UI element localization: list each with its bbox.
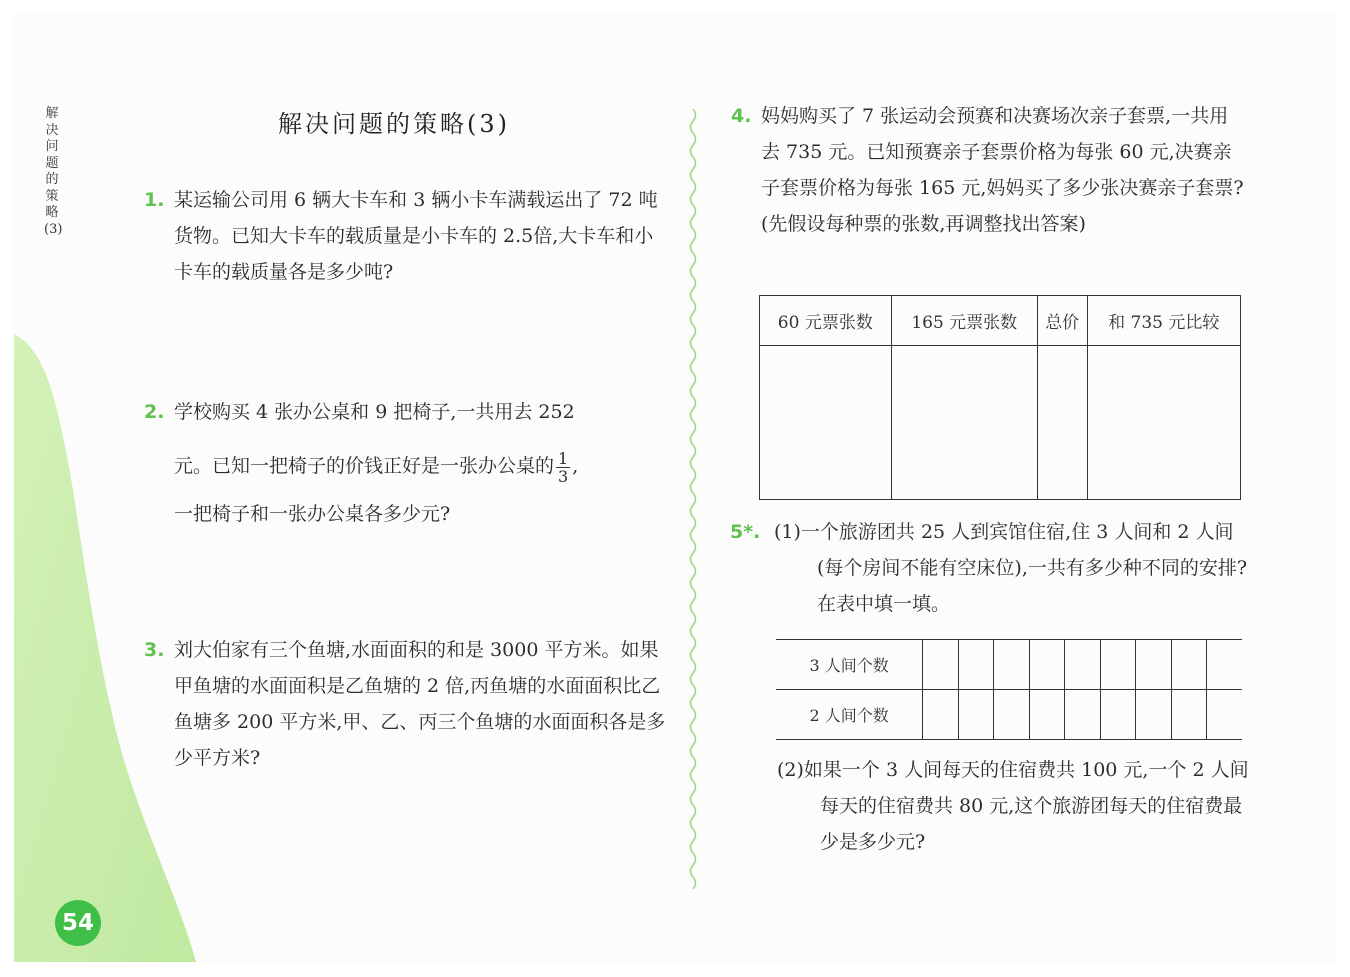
answer-cell[interactable]	[1100, 640, 1136, 690]
answer-cell[interactable]	[1065, 690, 1101, 740]
answer-cell[interactable]	[1037, 346, 1087, 500]
answer-cell[interactable]	[1171, 640, 1207, 690]
question-line-text: ,	[572, 455, 579, 477]
answer-cell[interactable]	[994, 640, 1030, 690]
question-number: 3.	[144, 639, 165, 661]
table-row	[776, 640, 1242, 690]
fraction-numerator: 1	[558, 448, 569, 468]
answer-cell[interactable]	[891, 346, 1037, 500]
answer-cell[interactable]	[1171, 690, 1207, 740]
question-number: 4.	[731, 105, 752, 127]
page-number-badge: 54	[55, 900, 101, 946]
answer-cell[interactable]	[1029, 690, 1065, 740]
table-header-cell: 和 735 元比较	[1087, 296, 1240, 346]
answer-cell[interactable]	[958, 640, 994, 690]
question-text: 刘大伯家有三个鱼塘,水面面积的和是 3000 平方米。如果甲鱼塘的水面面积是乙鱼塘的 2 倍,丙鱼塘的水面面积比乙鱼塘多 200 平方米,甲、乙、丙三个鱼塘的水面面积各是多少平方米?	[174, 639, 666, 769]
question-text: 某运输公司用 6 辆大卡车和 3 辆小卡车满载运出了 72 吨货物。已知大卡车的载质量是小卡车的 2.5倍,大卡车和小卡车的载质量各是多少吨?	[174, 189, 658, 283]
answer-cell[interactable]	[1207, 640, 1242, 690]
question-text: 妈妈购买了 7 张运动会预赛和决赛场次亲子套票,一共用去 735 元。已知预赛亲子套票价格为每张 60 元,决赛亲子套票价格为每张 165 元,妈妈买了多少张决赛亲子套票?(先假设每种票的张数,再调整找出答案)	[761, 105, 1244, 235]
question-part-2: (2)如果一个 3 人间每天的住宿费共 100 元,一个 2 人间每天的住宿费共 80 元,这个旅游团每天的住宿费最少是多少元?	[777, 759, 1249, 853]
table-header-cell: 165 元票张数	[891, 296, 1037, 346]
fraction-denominator: 3	[558, 466, 569, 486]
answer-cell[interactable]	[1087, 346, 1240, 500]
table-header-cell: 总价	[1037, 296, 1087, 346]
answer-cell[interactable]	[1100, 690, 1136, 740]
table-header-cell: 60 元票张数	[760, 296, 892, 346]
row-label: 2 人间个数	[776, 690, 923, 740]
question-3	[144, 632, 666, 776]
answer-cell[interactable]	[1065, 640, 1101, 690]
question-4	[731, 98, 1246, 242]
fraction	[556, 450, 570, 485]
page-title: 解决问题的策略(3)	[278, 110, 510, 138]
answer-cell[interactable]	[994, 690, 1030, 740]
wavy-divider	[686, 109, 700, 889]
question-line	[174, 442, 674, 490]
table-row	[776, 690, 1242, 740]
answer-cell[interactable]	[923, 690, 959, 740]
question-5-part-2	[777, 752, 1249, 860]
answer-cell[interactable]	[1136, 640, 1172, 690]
question-2	[144, 394, 674, 538]
table-header-row	[760, 296, 1241, 346]
room-table	[776, 639, 1242, 740]
side-chapter-title: 解决问题的策略(3)	[44, 106, 63, 237]
ticket-table	[759, 295, 1241, 500]
question-5	[730, 514, 1249, 622]
answer-cell[interactable]	[760, 346, 892, 500]
question-number: 2.	[144, 401, 165, 423]
question-number: 1.	[144, 189, 165, 211]
row-label: 3 人间个数	[776, 640, 923, 690]
answer-cell[interactable]	[1207, 690, 1242, 740]
question-1	[144, 182, 666, 290]
question-line: 学校购买 4 张办公桌和 9 把椅子,一共用去 252	[174, 401, 575, 423]
table-row	[760, 346, 1241, 500]
answer-cell[interactable]	[958, 690, 994, 740]
workbook-page	[14, 14, 1336, 962]
question-part-1: (1)一个旅游团共 25 人到宾馆住宿,住 3 人间和 2 人间(每个房间不能有空床位),一共有多少种不同的安排?在表中填一填。	[774, 521, 1248, 615]
question-line: 一把椅子和一张办公桌各多少元?	[174, 503, 451, 525]
question-line-text: 元。已知一把椅子的价钱正好是一张办公桌的	[174, 455, 555, 477]
answer-cell[interactable]	[923, 640, 959, 690]
question-number: 5*.	[730, 521, 761, 543]
answer-cell[interactable]	[1029, 640, 1065, 690]
answer-cell[interactable]	[1136, 690, 1172, 740]
